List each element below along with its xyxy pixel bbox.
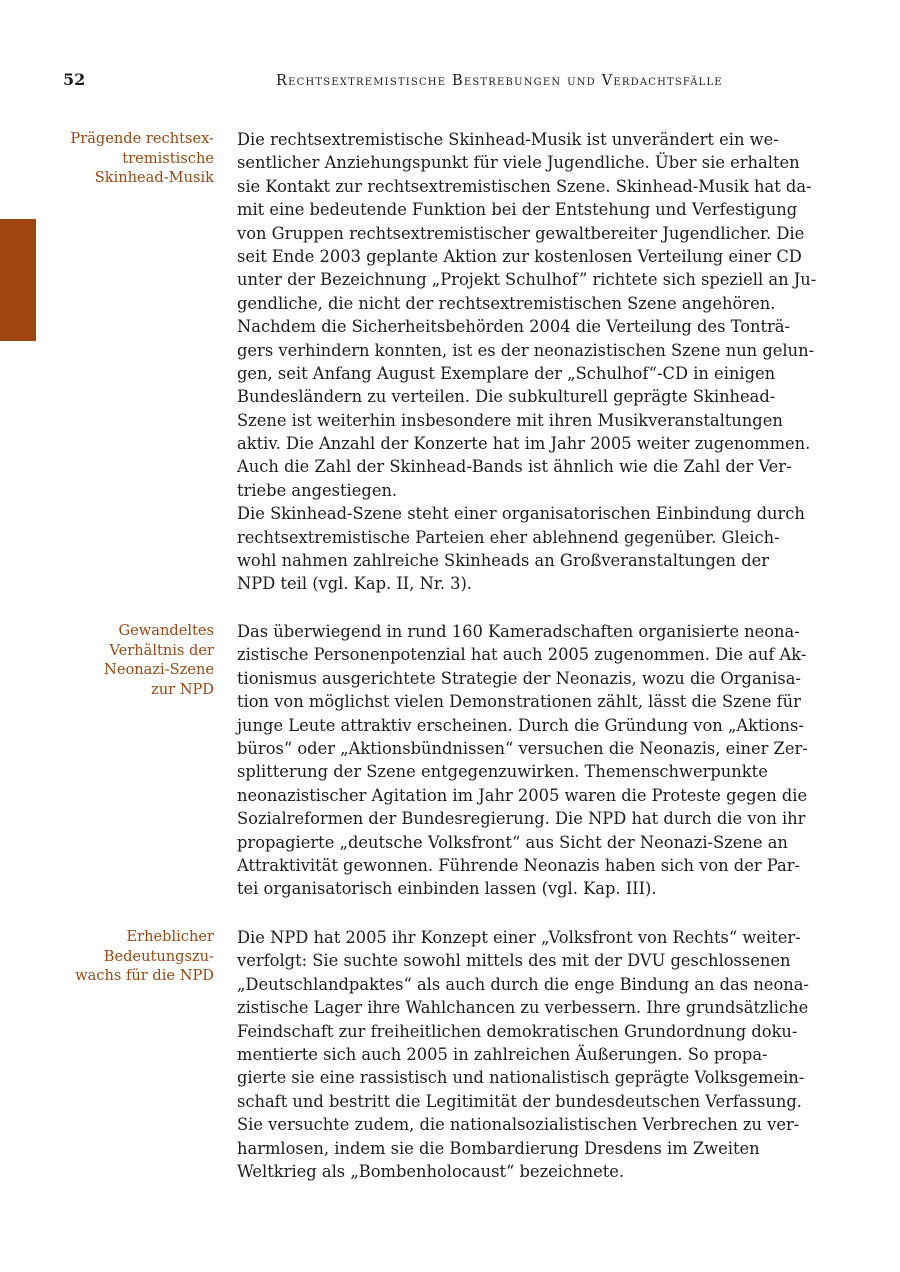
text-line: gen, seit Anfang August Exemplare der „Schulhof“-CD in einigen (237, 363, 776, 383)
text-line: büros“ oder „Aktionsbündnissen“ versuchen die Neonazis, einer Zer- (237, 738, 808, 758)
text-line: Die Skinhead-Szene steht einer organisatorischen Einbindung durch (237, 504, 805, 524)
paragraph-neonazi-npd (237, 620, 817, 901)
page-number: 52 (63, 70, 86, 89)
text-line: aktiv. Die Anzahl der Konzerte hat im Jahr 2005 weiter zugenommen. (237, 434, 811, 454)
text-line: splitterung der Szene entgegenzuwirken. Themenschwerpunkte (237, 762, 768, 782)
margin-note-skinhead-music: Prägende rechtsex- tremistische Skinhead-Musik (70, 130, 214, 186)
text-line: Nachdem die Sicherheitsbehörden 2004 die Verteilung des Tonträ- (237, 317, 791, 337)
text-line: verfolgt: Sie suchte sowohl mittels des mit der DVU geschlossenen (237, 951, 791, 971)
text-line: Auch die Zahl der Skinhead-Bands ist ähnlich wie die Zahl der Ver- (237, 457, 792, 477)
text-line: Attraktivität gewonnen. Führende Neonazis haben sich von der Par- (237, 855, 801, 875)
running-head: Rechtsextremistische Bestrebungen und Verdachtsfälle (276, 73, 723, 89)
text-line: Bundesländern zu verteilen. Die subkulturell geprägte Skinhead- (237, 387, 776, 407)
text-line: zistische Personenpotenzial hat auch 2005 zugenommen. Die auf Ak- (237, 645, 807, 665)
text-line: schaft und bestritt die Legitimität der bundesdeutschen Verfassung. (237, 1091, 802, 1111)
text-line: NPD teil (vgl. Kap. II, Nr. 3). (237, 574, 473, 594)
text-line: gendliche, die nicht der rechtsextremistischen Szene angehören. (237, 293, 776, 313)
margin-note-npd-growth: Erheblicher Bedeutungszu- wachs für die NPD (75, 928, 214, 984)
text-line: gierte sie eine rassistisch und nationalistisch geprägte Volksgemein- (237, 1068, 805, 1088)
text-line: rechtsextremistische Parteien eher ablehnend gegenüber. Gleich- (237, 527, 780, 547)
text-line: seit Ende 2003 geplante Aktion zur kostenlosen Verteilung einer CD (237, 246, 802, 266)
text-line: tei organisatorisch einbinden lassen (vgl. Kap. III). (237, 879, 657, 899)
text-line: sie Kontakt zur rechtsextremistischen Szene. Skinhead-Musik hat da- (237, 176, 812, 196)
paragraph-npd-growth (237, 926, 817, 1183)
text-line: Weltkrieg als „Bombenholocaust“ bezeichnete. (237, 1161, 625, 1181)
text-line: mit eine bedeutende Funktion bei der Entstehung und Verfestigung (237, 200, 798, 220)
text-line: Feindschaft zur freiheitlichen demokratischen Grundordnung doku- (237, 1021, 798, 1041)
text-line: Szene ist weiterhin insbesondere mit ihren Musikveranstaltungen (237, 410, 783, 430)
paragraph-skinhead-music (237, 128, 817, 596)
text-line: „Deutschlandpaktes“ als auch durch die enge Bindung an das neona- (237, 974, 809, 994)
chapter-tab-marker (0, 219, 36, 341)
text-line: Die rechtsextremistische Skinhead-Musik ist unverändert ein we- (237, 130, 779, 149)
text-line: unter der Bezeichnung „Projekt Schulhof” richtete sich speziell an Ju- (237, 270, 817, 290)
text-line: junge Leute attraktiv erscheinen. Durch die Gründung von „Aktions- (237, 715, 804, 735)
text-line: triebe angestiegen. (237, 480, 398, 500)
text-line: sentlicher Anziehungspunkt für viele Jugendliche. Über sie erhalten (237, 153, 800, 173)
text-line: mentierte sich auch 2005 in zahlreichen Äußerungen. So propa- (237, 1044, 768, 1064)
text-line: Das überwiegend in rund 160 Kameradschaften organisierte neona- (237, 622, 800, 641)
text-line: gers verhindern konnten, ist es der neonazistischen Szene nun gelun- (237, 340, 815, 360)
text-line: tion von möglichst vielen Demonstrationen zählt, lässt die Szene für (237, 692, 801, 712)
text-line: Sie versuchte zudem, die nationalsozialistischen Verbrechen zu ver- (237, 1115, 800, 1135)
text-line: Die NPD hat 2005 ihr Konzept einer „Volksfront von Rechts“ weiter- (237, 928, 801, 947)
text-line: harmlosen, indem sie die Bombardierung Dresdens im Zweiten (237, 1138, 760, 1158)
margin-note-neonazi-npd: Gewandeltes Verhältnis der Neonazi-Szene zur NPD (104, 622, 214, 698)
text-line: von Gruppen rechtsextremistischer gewaltbereiter Jugendlicher. Die (237, 223, 805, 243)
text-line: zistische Lager ihre Wahlchancen zu verbessern. Ihre grundsätzliche (237, 998, 809, 1018)
text-line: wohl nahmen zahlreiche Skinheads an Großveranstaltungen der (237, 551, 770, 571)
text-line: propagierte „deutsche Volksfront“ aus Sicht der Neonazi-Szene an (237, 832, 788, 852)
text-line: tionismus ausgerichtete Strategie der Neonazis, wozu die Organisa- (237, 668, 801, 688)
text-line: Sozialreformen der Bundesregierung. Die NPD hat durch die von ihr (237, 809, 806, 829)
text-line: neonazistischer Agitation im Jahr 2005 waren die Proteste gegen die (237, 785, 808, 805)
